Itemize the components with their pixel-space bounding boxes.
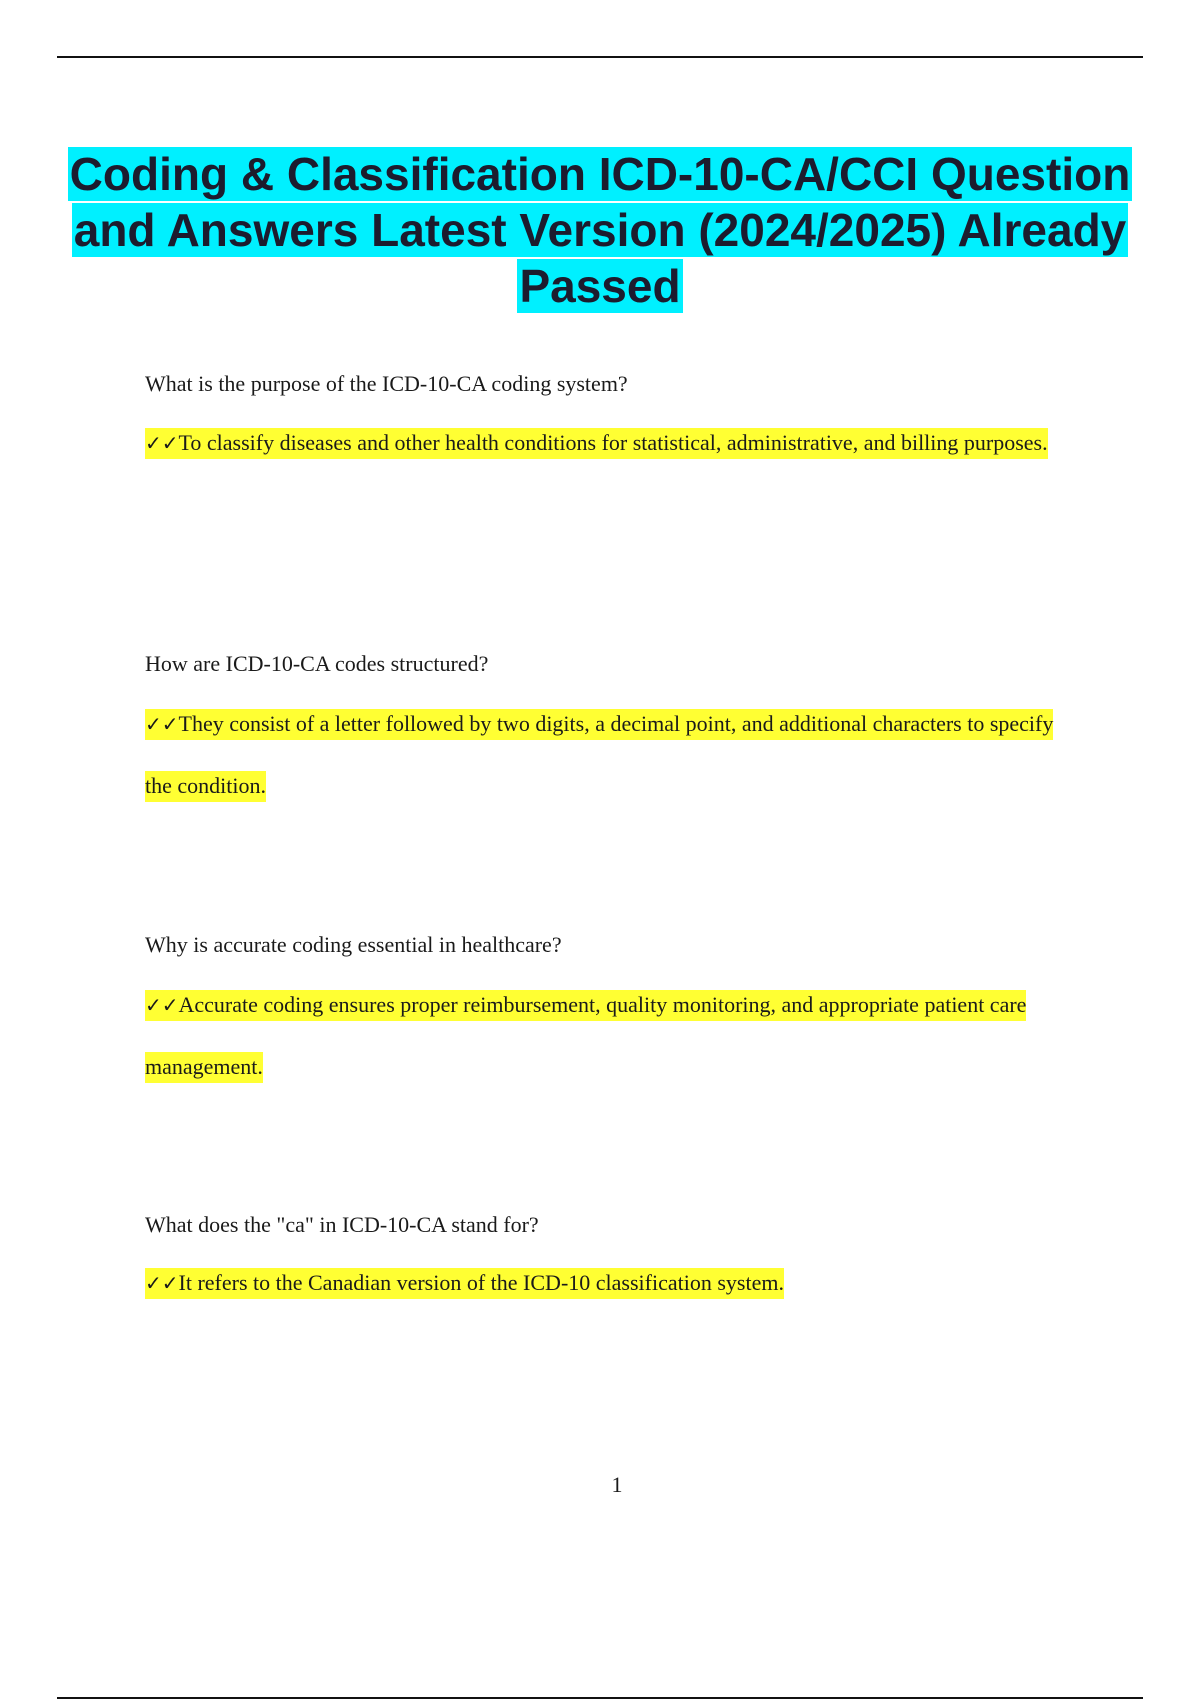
question-text: How are ICD-10-CA codes structured?: [145, 651, 489, 676]
qa-item: [145, 370, 1075, 455]
document-title-text: Coding & Classification ICD-10-CA/CCI Question and Answers Latest Version (2024/2025) Already Passed: [69, 148, 1131, 312]
question-text: What does the "ca" in ICD-10-CA stand for?: [145, 1212, 539, 1237]
page-number: 1: [611, 1472, 623, 1497]
check-marks-icon: ✓✓: [145, 993, 179, 1017]
question-text: Why is accurate coding essential in healthcare?: [145, 932, 562, 957]
qa-item: [145, 1211, 1075, 1295]
check-marks-icon: ✓✓: [145, 431, 179, 455]
answer-text: [145, 693, 1075, 817]
answer-body: Accurate coding ensures proper reimbursement, quality monitoring, and appropriate patient care management.: [145, 992, 1027, 1079]
qa-item: [145, 650, 1075, 798]
answer-text: [145, 412, 1075, 474]
check-marks-icon: ✓✓: [145, 712, 179, 736]
answer-body: To classify diseases and other health conditions for statistical, administrative, and billing purposes.: [178, 430, 1048, 455]
answer-body: It refers to the Canadian version of the ICD-10 classification system.: [178, 1270, 784, 1295]
answer-text: [145, 974, 1075, 1098]
question-text: What is the purpose of the ICD-10-CA coding system?: [145, 371, 628, 396]
check-marks-icon: ✓✓: [145, 1271, 179, 1295]
answer-body: They consist of a letter followed by two digits, a decimal point, and additional characters to specify the condition.: [145, 711, 1054, 798]
bottom-rule: [57, 1697, 1143, 1699]
qa-item: [145, 931, 1075, 1079]
top-rule: [57, 56, 1143, 58]
document-title: [60, 146, 1140, 314]
answer-text: [145, 1252, 1075, 1314]
